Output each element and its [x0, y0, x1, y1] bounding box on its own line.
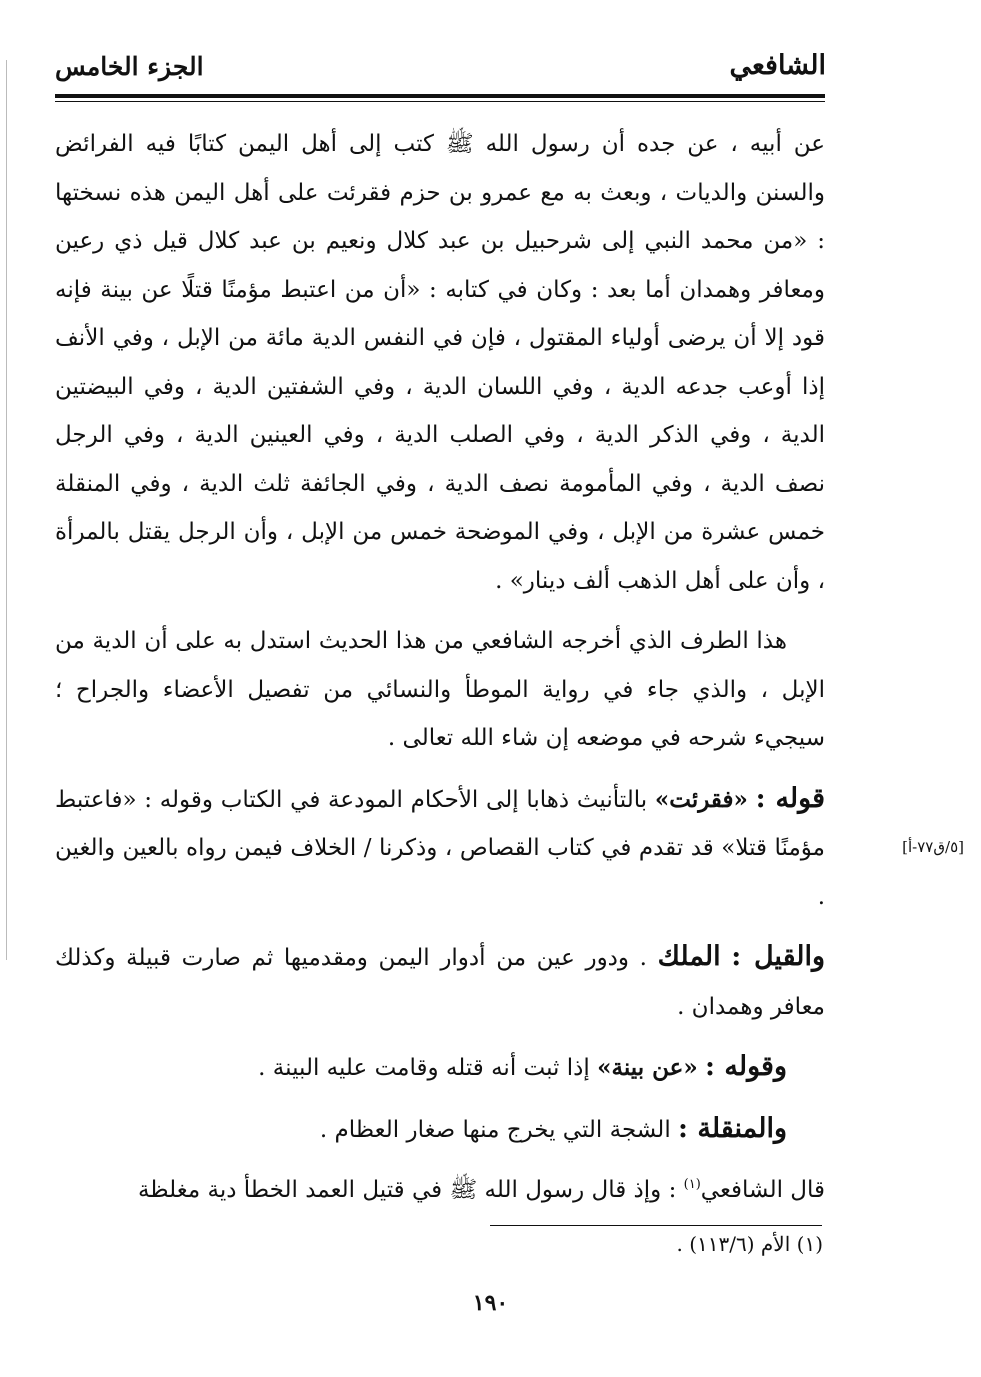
- footnote-rule: [490, 1225, 822, 1226]
- running-head-volume: الجزء الخامس: [55, 52, 204, 81]
- running-head-book-title: الشافعي: [729, 50, 826, 81]
- page-edge-line: [6, 60, 7, 960]
- shafii-quote-paragraph: [55, 1166, 825, 1215]
- page-number: ١٩٠: [472, 1290, 509, 1316]
- qayl-paragraph: [55, 933, 825, 1031]
- entry-text: . ودور عين من أدوار اليمن ومقدميها ثم صارت قبيلة وكذلك معافر وهمدان .: [55, 945, 825, 1020]
- main-text: [55, 120, 825, 1215]
- entry-term: «عن بينة»: [597, 1054, 698, 1081]
- entry-term: الملك: [657, 941, 721, 972]
- an-bayyina-paragraph: [55, 1043, 825, 1093]
- footnote-reference: (١): [683, 1177, 701, 1192]
- footnote: (١) الأم (١١٣/٦) .: [676, 1232, 823, 1256]
- entry-label: قوله :: [755, 782, 826, 814]
- entry-label: وقوله :: [705, 1051, 787, 1082]
- qawluhu-faqurriat-paragraph: [55, 775, 825, 922]
- entry-label: والمنقلة :: [678, 1112, 787, 1144]
- entry-label: والقيل :: [731, 941, 826, 972]
- manuscript-folio-note: [٥/ق٧٧-أ]: [902, 838, 964, 856]
- quote-intro: قال الشافعي: [700, 1177, 825, 1203]
- commentary-paragraph: هذا الطرف الذي أخرجه الشافعي من هذا الحديث استدل به على أن الدية من الإبل ، والذي جاء في رواية الموطأ والنسائي من تفصيل الأعضاء والجراح ؛ سيجيء شرحه في موضعه إن شاء الله تعالى .: [55, 628, 825, 751]
- header-rule-thin: [55, 101, 825, 102]
- entry-text: بالتأنيث ذهابا إلى الأحكام المودعة في الكتاب وقوله : «فاعتبط مؤمنًا قتلا» قد تقدم في كتاب القصاص ، وذكرنا / الخلاف فيمن رواه بالعين والغين .: [55, 786, 825, 910]
- header-rule-thick: [55, 94, 825, 98]
- munaqqila-paragraph: [55, 1105, 825, 1155]
- entry-text: الشجة التي يخرج منها صغار العظام .: [319, 1116, 671, 1143]
- entry-text: إذا ثبت أنه قتله وقامت عليه البينة .: [258, 1055, 590, 1081]
- hadith-paragraph: عن أبيه ، عن جده أن رسول الله ﷺ كتب إلى أهل اليمن كتابًا فيه الفرائض والسنن والديات ، وبعث به مع عمرو بن حزم فقرئت على أهل اليمن هذه نسختها : «من محمد النبي إلى شرحبيل بن عبد كلال ونعيم بن عبد كلال قيل ذي رعين ومعافر وهمدان أما بعد : وكان في كتابه : «أن من اعتبط مؤمنًا قتلًا عن بينة فإنه قود إلا أن يرضى أولياء المقتول ، فإن في النفس الدية مائة من الإبل ، وفي الأنف إذا أوعب جدعه الدية ، وفي اللسان الدية ، وفي الشفتين الدية ، وفي البيضتين الدية ، وفي الذكر الدية ، وفي الصلب الدية ، وفي العينين الدية ، وفي الرجل نصف الدية ، وفي المأمومة نصف الدية ، وفي الجائفة ثلث الدية ، وفي المنقلة خمس عشرة من الإبل ، وفي الموضحة خمس من الإبل ، وأن الرجل يقتل بالمرأة ، وأن على أهل الذهب ألف دينار» .: [55, 131, 825, 594]
- entry-term: «فقرئت»: [654, 785, 748, 813]
- quote-text: : وإذ قال رسول الله ﷺ في قتيل العمد الخطأ دية مغلظة: [137, 1177, 677, 1203]
